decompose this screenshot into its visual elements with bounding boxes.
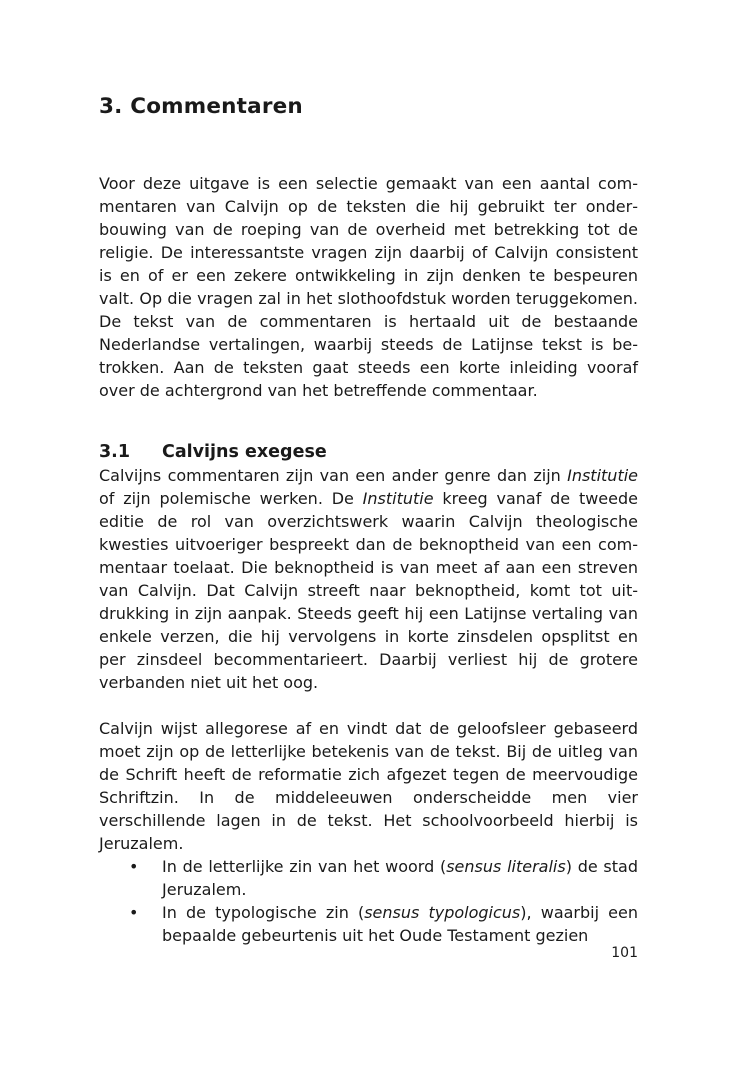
text-span: of zijn polemische werken. De [99,489,363,508]
section-body [99,464,638,947]
latin-term: sensus literalis [446,857,566,876]
text-span: In de letterlijke zin van het woord ( [162,857,447,876]
text-span: In de typologische zin ( [162,903,365,922]
chapter-title: 3. Commentaren [99,94,303,119]
italic-title: Institutie [362,489,434,508]
section-paragraph-1 [99,464,638,694]
latin-term: sensus typologicus [364,903,521,922]
list-item [99,901,638,947]
section-paragraph-2: Calvijn wijst allegorese af en vindt dat de geloofsleer gebaseerd moet zijn op de letterlijke betekenis van de tekst. Bij de uitleg van de Schrift heeft de reformatie zich afgezet tegen de meervoudige Schriftzin. In de middeleeuwen onderscheidde men vier verschillende lagen in de tekst. Het schoolvoorbeeld hierbij is Jeruzalem. [99,719,638,853]
text-span: kreeg vanaf de tweede editie de rol van overzichtswerk waarin Calvijn theologische kwesties uitvoeriger bespreekt dan de beknoptheid van een commentaar toelaat. Die beknoptheid is van meet af aan een streven van Calvijn. Dat Calvijn streeft naar beknoptheid, komt tot uitdrukking in zijn aanpak. Steeds geeft hij een Latijnse vertaling van enkele verzen, die hij vervolgens in korte zinsdelen opsplitst en per zinsdeel becommentarieert. Daarbij verliest hij de grotere verbanden niet uit het oog. [99,489,638,692]
page-number: 101 [611,945,638,961]
text-span: Calvijns commentaren zijn van een ander genre dan zijn [99,466,568,485]
text-span: ) de stad Jeruzalem. [162,857,638,899]
italic-title: Institutie [567,466,638,485]
list-item [99,855,638,901]
section-heading [99,441,327,464]
intro-block [99,172,638,402]
bullet-icon: • [129,857,139,876]
intro-paragraph: Voor deze uitgave is een selectie gemaakt van een aantal commentaren van Calvijn op de teksten die hij gebruikt ter onderbouwing van de roeping van de overheid met betrekking tot de religie. De interessantste vragen zijn daarbij of Calvijn consistent is en of er een zekere ontwikkeling in zijn denken te bespeuren valt. Op die vragen zal in het slothoofdstuk worden teruggekomen. De tekst van de commentaren is hertaald uit de bestaande Nederlandse vertalingen, waarbij steeds de Latijnse tekst is betrokken. Aan de teksten gaat steeds een korte inleiding vooraf over de achtergrond van het betreffende commentaar. [99,174,638,400]
bullet-list [99,855,638,947]
text-span: ), waarbij een bepaalde gebeurtenis uit het Oude Testament gezien [162,903,639,945]
bullet-icon: • [129,903,139,922]
section-title: Calvijns exegese [162,442,327,462]
section-number: 3.1 [99,442,131,462]
